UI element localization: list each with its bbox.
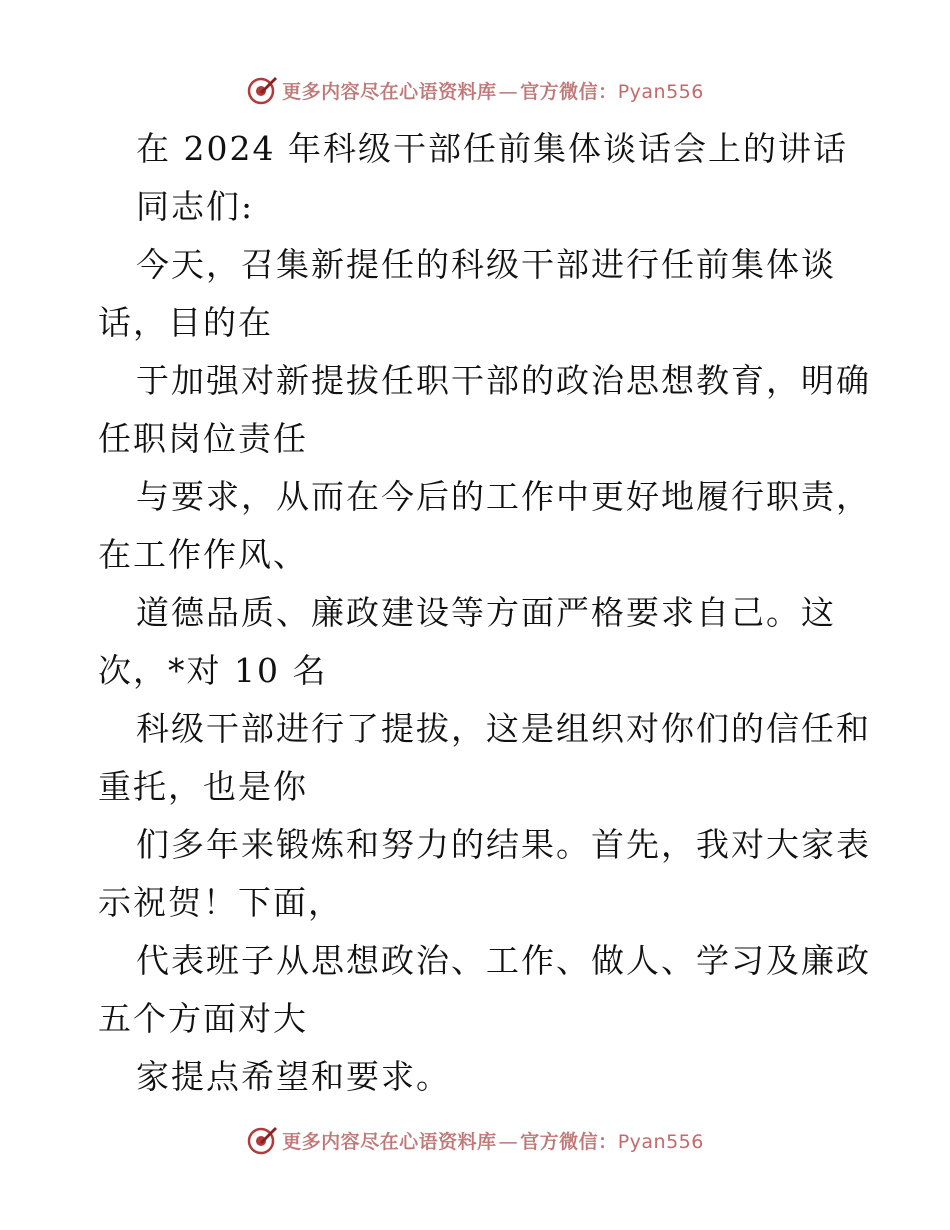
paragraph-line: 示祝贺！下面， (98, 883, 343, 922)
paragraph-line: 在工作作风、 (98, 535, 308, 574)
watermark-wechat-label: 官方微信： (520, 80, 618, 103)
paragraph-line: 话，目的在 (98, 303, 273, 342)
watermark-wechat-label: 官方微信： (520, 1130, 618, 1153)
watermark-text (282, 1127, 704, 1154)
paragraph-line: 重托，也是你 (98, 767, 308, 806)
paragraph-line: 代表班子从思想政治、工作、做人、学习及廉政 (136, 941, 871, 980)
paragraph-line: 于加强对新提拔任职干部的政治思想教育，明确 (136, 361, 871, 400)
paragraph-line: 今天，召集新提任的科级干部进行任前集体谈 (136, 245, 836, 284)
paragraph-line: 次，*对 10 名 (98, 651, 328, 690)
watermark-dash: — (498, 80, 519, 103)
watermark-wechat-id: Pyan556 (617, 1130, 704, 1153)
quill-pen-logo-icon (246, 74, 278, 106)
paragraph-line: 们多年来锻炼和努力的结果。首先，我对大家表 (136, 825, 871, 864)
watermark-wechat-id: Pyan556 (617, 80, 704, 103)
paragraph-line: 与要求，从而在今后的工作中更好地履行职责， (136, 477, 871, 516)
paragraph-line: 家提点希望和要求。 (136, 1057, 451, 1096)
paragraph-line: 道德品质、廉政建设等方面严格要求自己。这 (136, 593, 836, 632)
quill-pen-logo-icon (246, 1124, 278, 1156)
footer-watermark (0, 1120, 950, 1160)
watermark-prefix: 更多内容尽在心语资料库 (282, 1130, 497, 1153)
document-title: 在 2024 年科级干部任前集体谈话会上的讲话 (136, 129, 848, 168)
watermark-prefix: 更多内容尽在心语资料库 (282, 80, 497, 103)
salutation: 同志们: (136, 187, 255, 226)
header-watermark (0, 70, 950, 110)
watermark-dash: — (498, 1130, 519, 1153)
watermark-text (282, 77, 704, 104)
paragraph-line: 五个方面对大 (98, 999, 308, 1038)
paragraph-line: 科级干部进行了提拔，这是组织对你们的信任和 (136, 709, 871, 748)
paragraph-line: 任职岗位责任 (98, 419, 308, 458)
document-body (98, 120, 871, 1106)
